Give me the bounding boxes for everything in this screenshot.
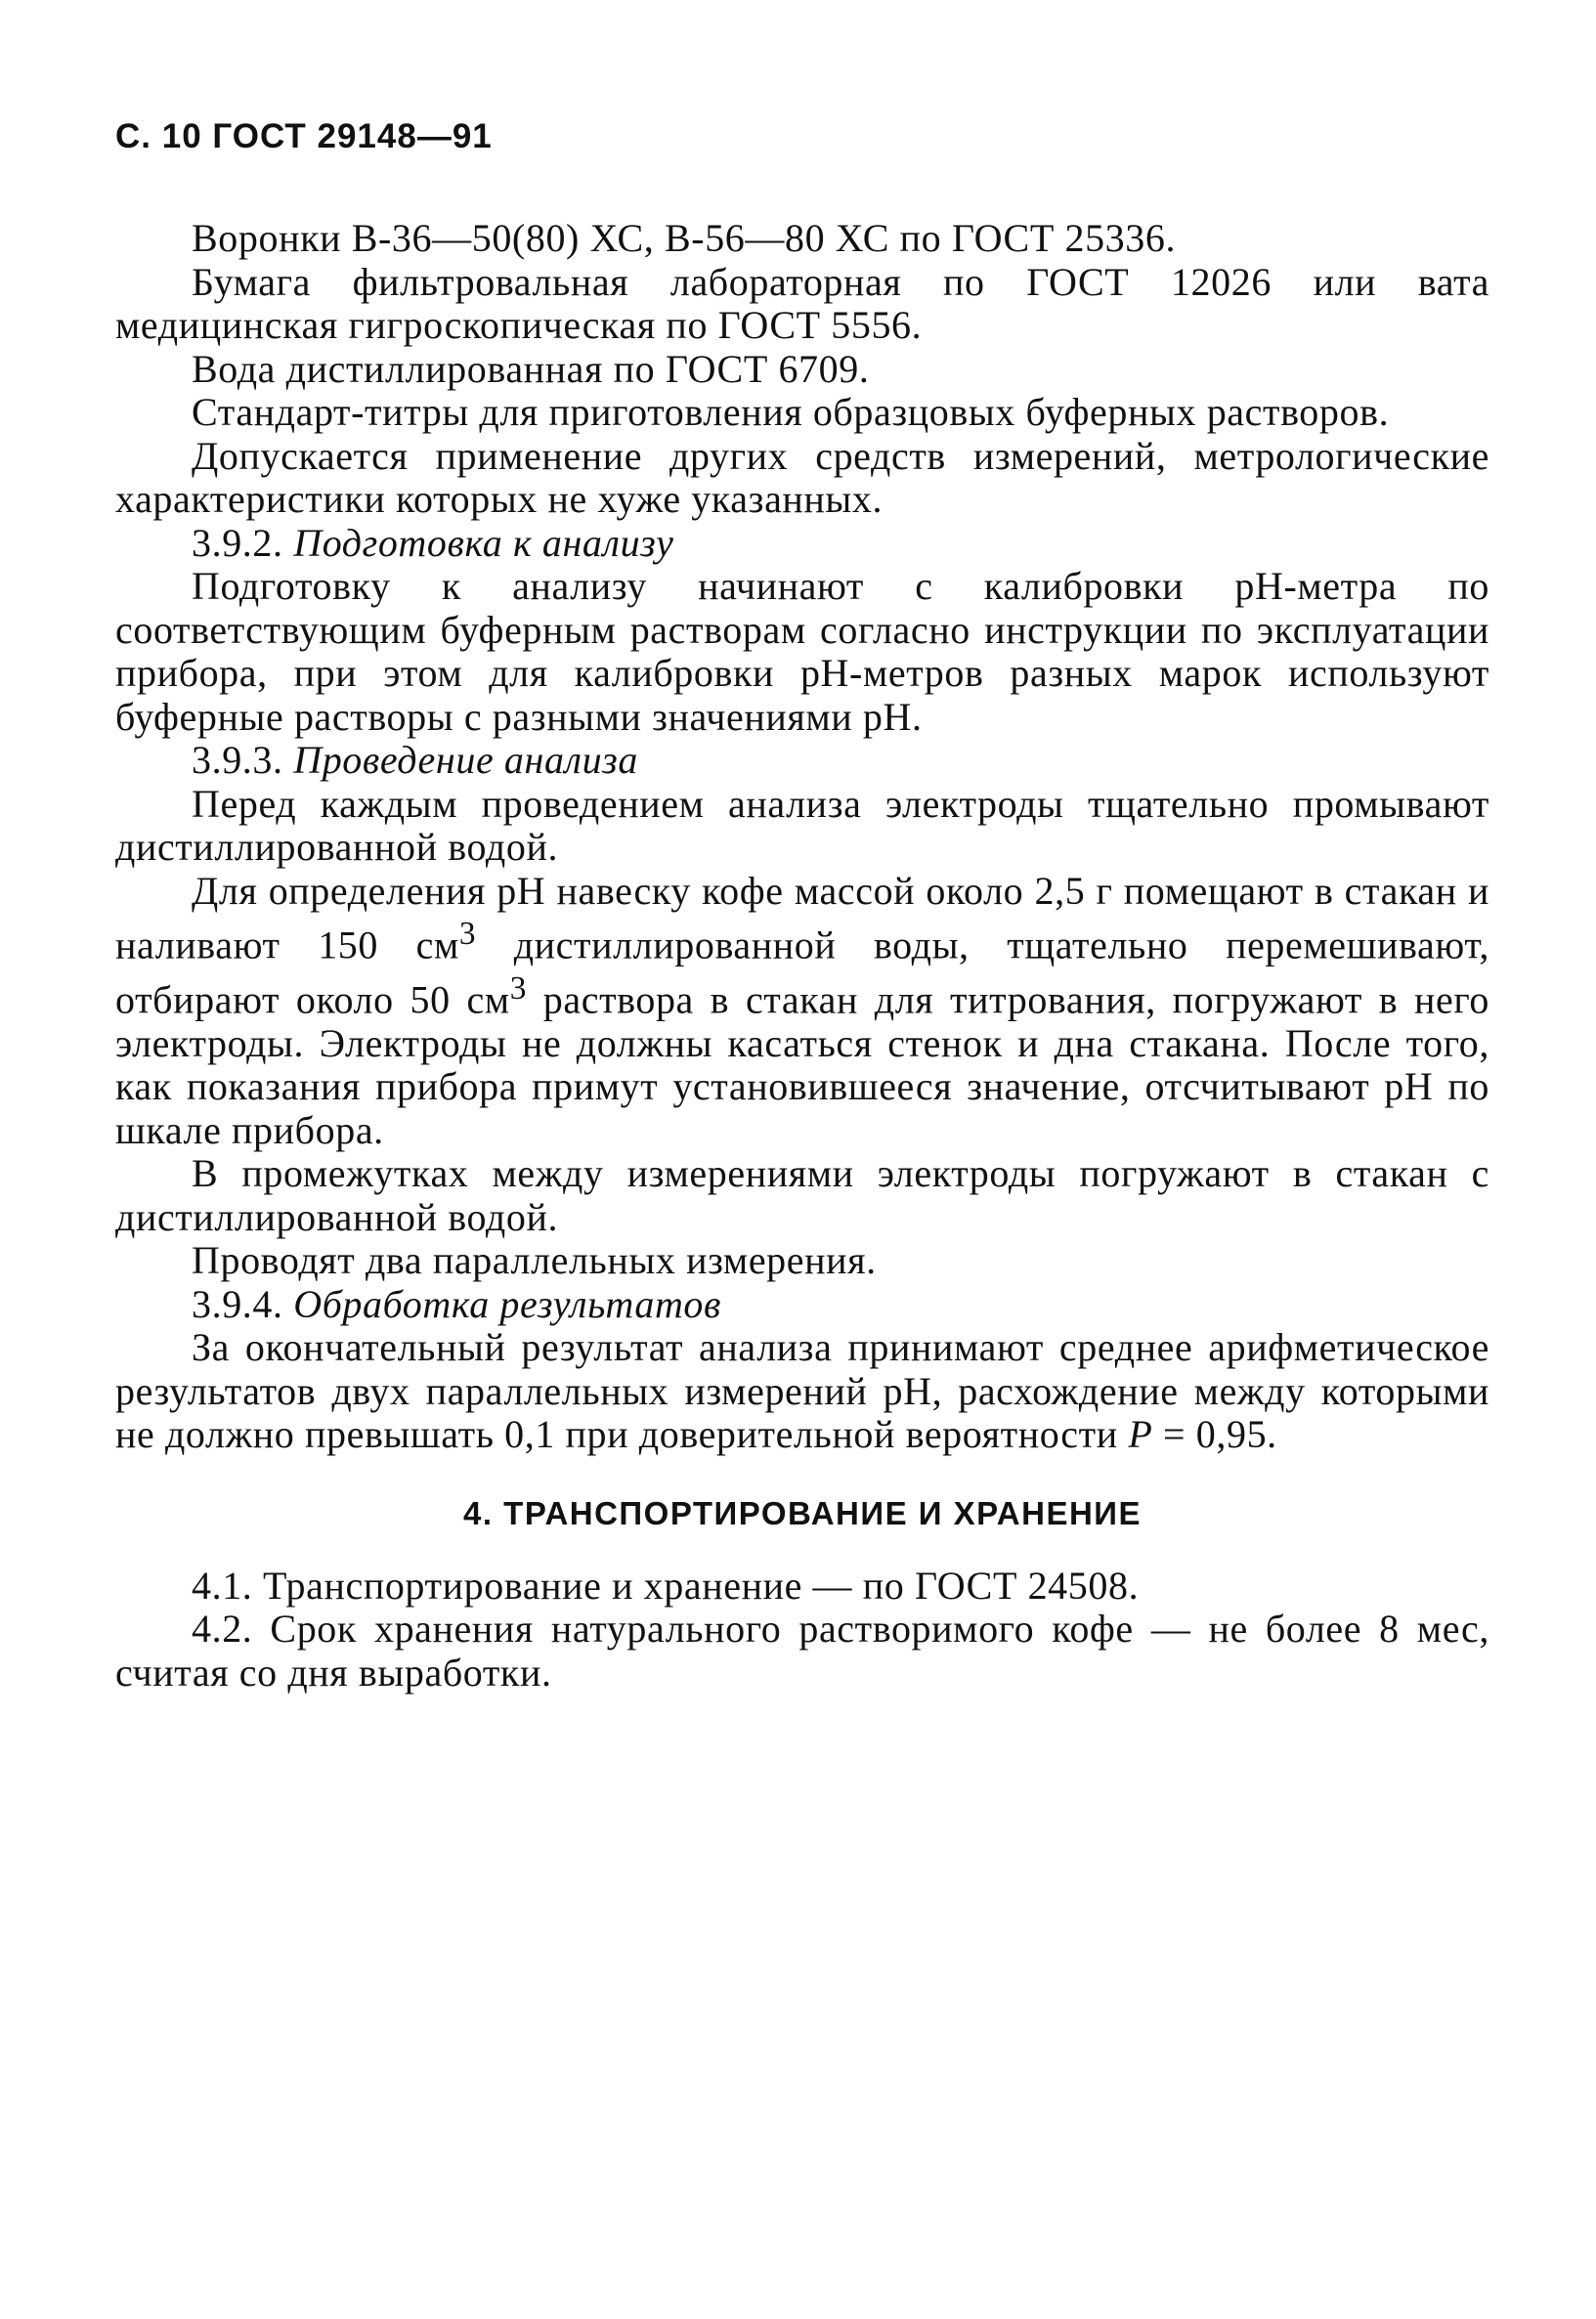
subsection-title: Обработка результатов <box>293 1281 721 1326</box>
subsection-number: 3.9.3. <box>192 738 283 782</box>
subsection-heading-3-9-3 <box>115 739 1489 783</box>
variable: P <box>1128 1412 1153 1457</box>
paragraph-text: За окончательный результат анализа принимают среднее арифметическое результатов двух параллельных измерений рН, расхождение между которыми не должно превышать 0,1 при доверительной вероятности <box>115 1325 1489 1457</box>
subsection-heading-3-9-4 <box>115 1283 1489 1327</box>
paragraph: Допускается применение других средств измерений, метрологические характеристики которых не хуже указанных. <box>115 433 1489 521</box>
subsection-heading-3-9-2 <box>115 522 1489 566</box>
paragraph: Воронки В-36—50(80) ХС, В-56—80 ХС по ГОСТ 25336. <box>192 216 1177 260</box>
paragraph: В промежутках между измерениями электроды погружают в стакан с дистиллированной водой. <box>115 1151 1489 1239</box>
paragraph: Подготовку к анализу начинают с калибровки рН-метра по соответствующим буферным растворам согласно инструкции по эксплуатации прибора, при этом для калибровки рН-метров разных марок используют буферные растворы с разными значениями рН. <box>115 564 1489 739</box>
paragraph <box>115 870 1489 1153</box>
paragraph: Вода дистиллированная по ГОСТ 6709. <box>192 346 870 391</box>
subsection-number: 3.9.2. <box>192 520 283 565</box>
subsection-number: 3.9.4. <box>192 1281 283 1326</box>
page-header: С. 10 ГОСТ 29148—91 <box>115 117 493 155</box>
paragraph <box>115 1326 1489 1457</box>
superscript: 3 <box>458 916 477 952</box>
paragraph: Перед каждым проведением анализа электроды тщательно промывают дистиллированной водой. <box>115 781 1489 869</box>
paragraph-text: Для определения рН навеску кофе массой около 2,5 г помещают в стакан и наливают 150 см <box>115 868 1489 967</box>
document-body <box>115 217 1489 1695</box>
section-title: 4. ТРАНСПОРТИРОВАНИЕ И ХРАНЕНИЕ <box>462 1494 1143 1531</box>
paragraph: Бумага фильтровальная лабораторная по ГОСТ 12026 или вата медицинская гигроскопическая по ГОСТ 5556. <box>115 259 1489 347</box>
paragraph: Проводят два параллельных измерения. <box>192 1238 877 1283</box>
paragraph: 4.2. Срок хранения натурального растворимого кофе — не более 8 мес, считая со дня выработки. <box>115 1607 1489 1695</box>
paragraph-text: раствора в стакан для титрования, погружают в него электроды. Электроды не должны касаться стенок и дна стакана. После того, как показания прибора примут установившееся значение, отсчитывают рН по шкале прибора. <box>115 977 1489 1152</box>
paragraph-text: = 0,95. <box>1152 1412 1277 1457</box>
subsection-title: Подготовка к анализу <box>293 520 674 565</box>
subsection-title: Проведение анализа <box>293 738 638 782</box>
paragraph: 4.1. Транспортирование и хранение — по ГОСТ 24508. <box>192 1563 1140 1608</box>
paragraph: Стандарт-титры для приготовления образцовых буферных растворов. <box>192 390 1390 434</box>
superscript: 3 <box>509 969 527 1007</box>
paragraph-text: дистиллированной воды, тщательно перемешивают, отбирают около 50 см <box>115 923 1489 1022</box>
